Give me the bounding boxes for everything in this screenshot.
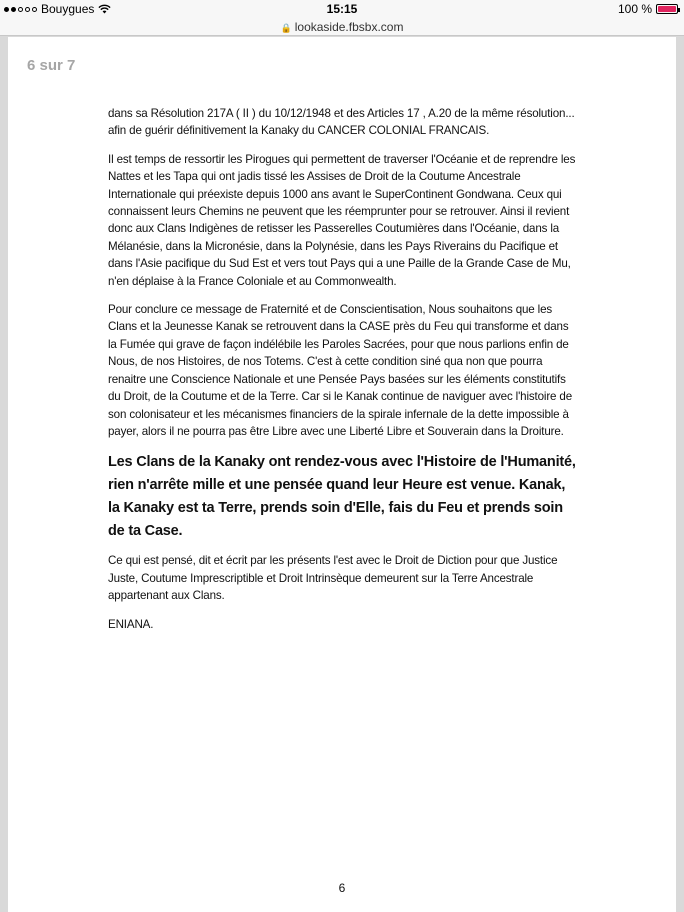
battery-area: [618, 2, 678, 16]
address-bar[interactable]: [0, 20, 684, 36]
status-bar: [0, 0, 684, 20]
url-text: lookaside.fbsbx.com: [294, 20, 404, 34]
battery-level: [658, 6, 676, 12]
battery-icon: [656, 4, 678, 14]
paragraph: Pour conclure ce message de Fraternité et de Conscientisation, Nous souhaitons que les Clans et la Jeunesse Kanak se retrouvent dans la CASE près du Feu qui transforme et dans la Fumée qui grave de façon indélébile les Paroles Sacrées, pour que nous parlions enfin de Nous, de nos Histoires, de nos Totems. C'est à cette condition siné qua non que pourra renaitre une Conscience Nationale et une Pensée Pays basées sur les éléments constitutifs du Droit, de la Coutume et de la Terre. Car si le Kanak continue de naviguer avec l'histoire de son colonisateur et les mécanismes financiers de la spirale infernale de la dette impossible à payer, alors il ne pourra pas être Libre avec une Liberté Libre et Souverain dans la Droiture.: [108, 303, 573, 438]
signature: ENIANA.: [108, 617, 154, 631]
page-number: 6: [338, 881, 346, 895]
paragraph: Ce qui est pensé, dit et écrit par les présents l'est avec le Droit de Diction pour que Justice Juste, Coutume Imprescriptible et Droit Intrinsèque demeurent sur la Terre Ancestrale appartenant aux Clans.: [108, 554, 558, 603]
page-indicator: 6 sur 7: [27, 57, 76, 74]
lock-icon: 🔒: [280, 23, 292, 33]
battery-percent: 100 %: [617, 2, 652, 16]
paragraph: dans sa Résolution 217A ( II ) du 10/12/1948 et des Articles 17 , A.20 de la même résolution... afin de guérir définitivement la Kanaky du CANCER COLONIAL FRANCAIS.: [108, 107, 575, 138]
document-page[interactable]: [8, 37, 676, 912]
document-body: [108, 105, 578, 644]
paragraph: Il est temps de ressortir les Pirogues qui permettent de traverser l'Océanie et de reprendre les Nattes et les Tapa qui ont jadis tissé les Assises de Droit de la Coutume Ancestrale Internationale qui préexiste depuis 1000 ans avant le SuperContinent Gondwana. Ceux qui connaissent leurs Chemins ne peuvent que les réemprunter pour se retrouver. Ainsi il revient donc aux Clans Indigènes de retisser les Passerelles Coutumières dans l'Océanie, dans la Mélanésie, dans la Micronésie, dans la Polynésie, dans les Pays Riverains du Pacifique et dans l'Asie pacifique du Sud Est et vers tout Pays qui a une Paille de la Grande Case de Mu, n'en déplaise à la France Coloniale et au Commonwealth.: [108, 152, 576, 288]
carrier-name: Bouygues: [41, 2, 95, 16]
bold-statement: Les Clans de la Kanaky ont rendez-vous avec l'Histoire de l'Humanité, rien n'arrête mille et une pensée quand leur Heure est venue. Kanak, la Kanaky est ta Terre, prends soin d'Elle, fais du Feu et prends soin de ta Case.: [108, 454, 576, 540]
clock: 15:15: [326, 2, 358, 16]
